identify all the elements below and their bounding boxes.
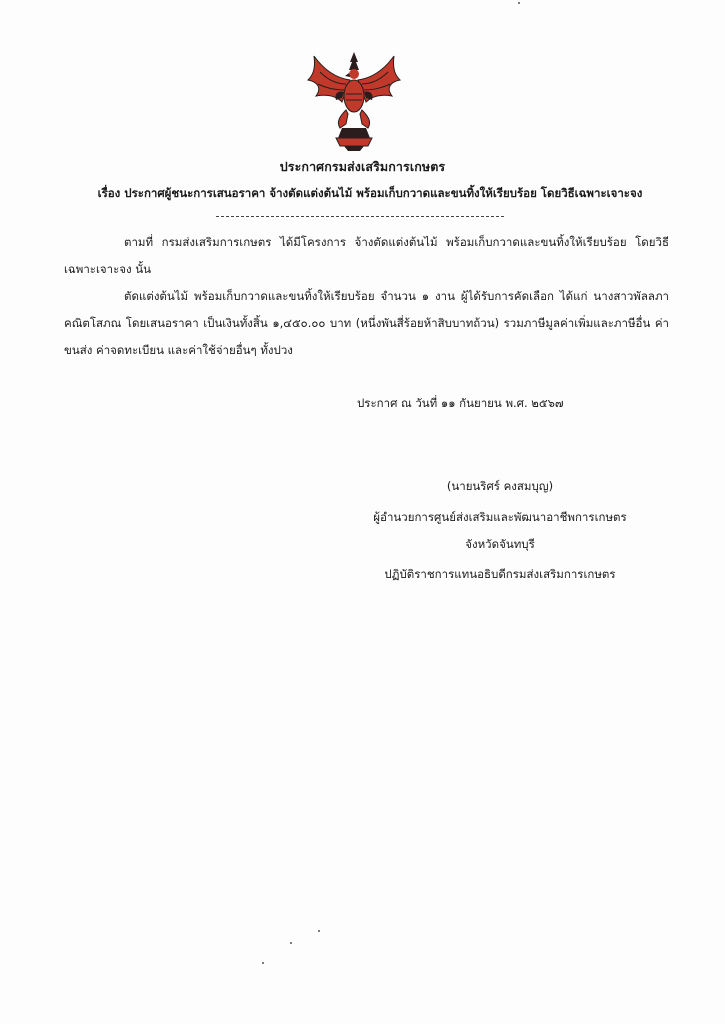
- announcement-date: ประกาศ ณ วันที่ ๑๑ กันยายน พ.ศ. ๒๕๖๗: [357, 396, 564, 410]
- signatory-position-2: จังหวัดจันทบุรี: [465, 537, 535, 551]
- signatory-position-3: ปฏิบัติราชการแทนอธิบดีกรมส่งเสริมการเกษตร: [384, 567, 616, 581]
- scan-speck: [518, 2, 520, 4]
- paragraph-project: ตามที่ กรมส่งเสริมการเกษตร ได้มีโครงการ จ้างตัดแต่งต้นไม้ พร้อมเก็บกวาดและขนทิ้งให้เรียบร้อย โดยวิธีเฉพาะเจาะจง นั้น: [64, 235, 669, 276]
- scan-speck: [318, 930, 320, 932]
- dashed-divider: [216, 216, 504, 217]
- paragraph-winner: ตัดแต่งต้นไม้ พร้อมเก็บกวาดและขนทิ้งให้เรียบร้อย จำนวน ๑ งาน ผู้ได้รับการคัดเลือก ได้แก่ นางสาวพัลลภา คณิตโสภณ โดยเสนอราคา เป็นเงินทั้งสิ้น ๑,๔๕๐.๐๐ บาท (หนึ่งพันสี่ร้อยห้าสิบบาทถ้วน) รวมภาษีมูลค่าเพิ่มและภาษีอื่น ค่าขนส่ง ค่าจดทะเบียน และค่าใช้จ่ายอื่นๆ ทั้งปวง: [64, 289, 669, 357]
- document-subject: เรื่อง ประกาศผู้ชนะการเสนอราคา จ้างตัดแต่งต้นไม้ พร้อมเก็บกวาดและขนทิ้งให้เรียบร้อย โดยวิธีเฉพาะเจาะจง: [97, 186, 643, 200]
- garuda-emblem-icon: [306, 50, 402, 152]
- document-title: ประกาศกรมส่งเสริมการเกษตร: [279, 159, 446, 174]
- signatory-name: (นายนริศร์ คงสมบุญ): [446, 479, 554, 493]
- scan-speck: [262, 962, 264, 964]
- scan-speck: [290, 942, 292, 944]
- signatory-position-1: ผู้อำนวยการศูนย์ส่งเสริมและพัฒนาอาชีพการเกษตร: [373, 510, 627, 524]
